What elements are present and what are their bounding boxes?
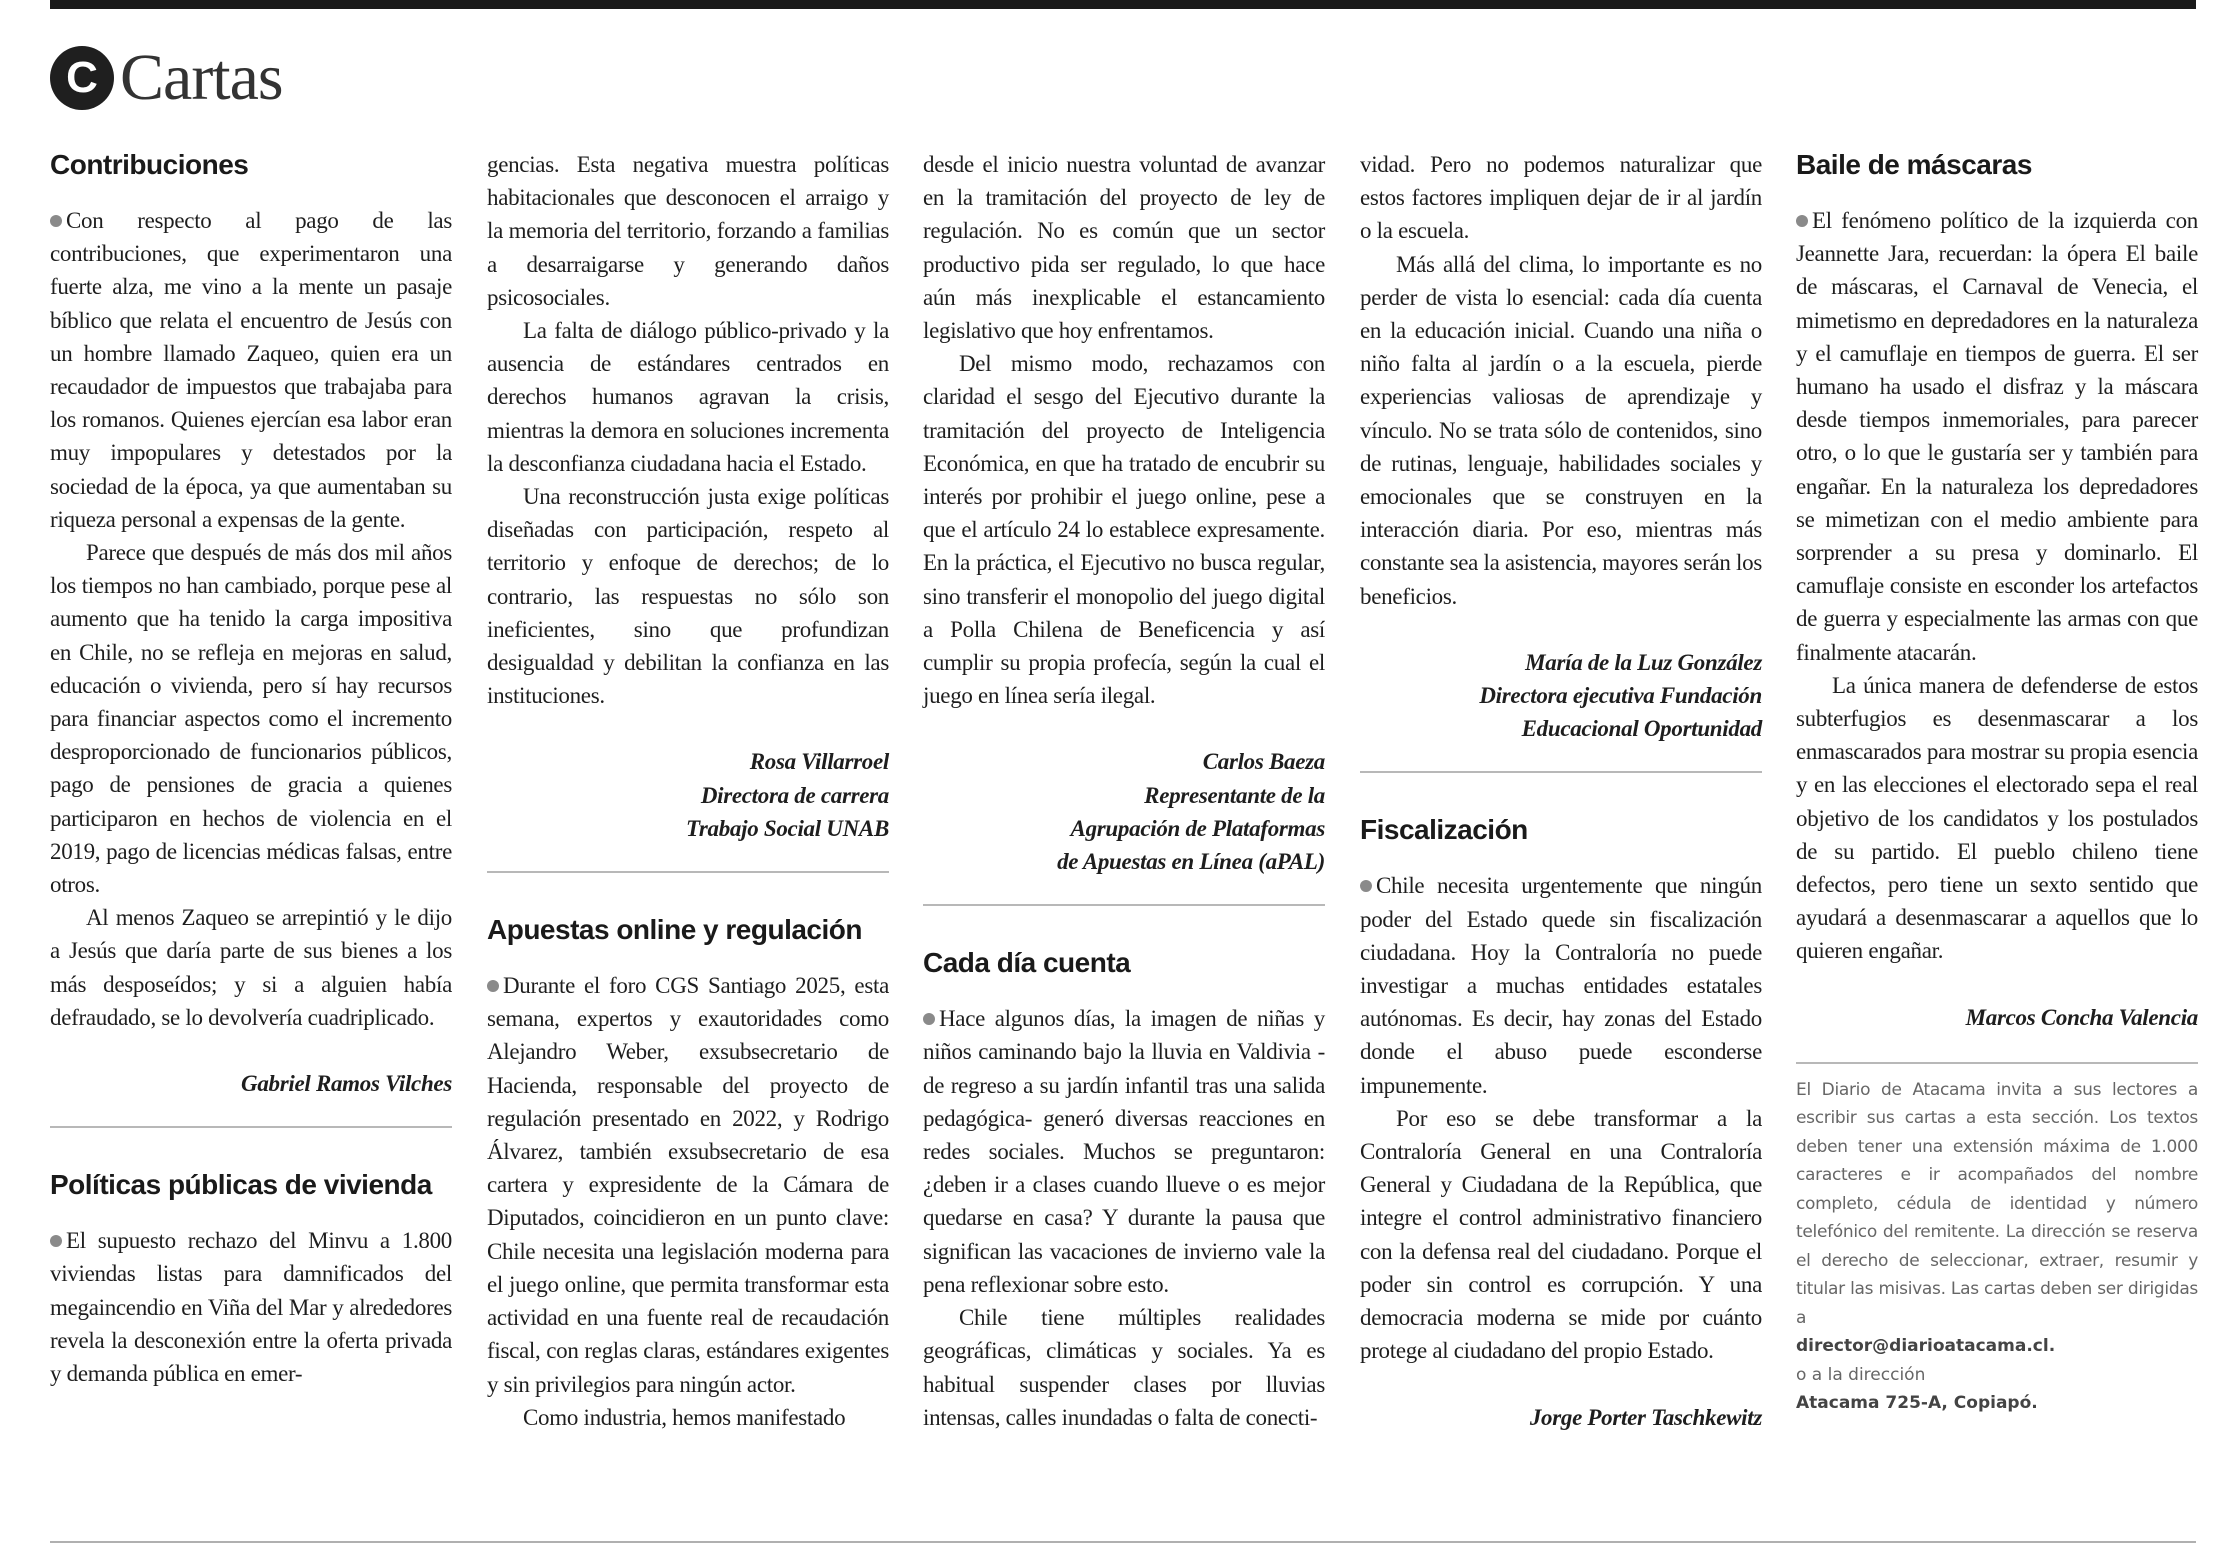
signature-line: Directora ejecutiva Fundación — [1479, 683, 1762, 709]
letter-title: Contribuciones — [50, 149, 249, 180]
letter-signature — [1360, 1401, 1762, 1434]
letter-paragraph: Parece que después de más dos mil años los tiempos no han cambiado, porque pese al aumento que ha tenido la carga impositiva en Chile, no se refleja en mejoras en salud, educación o vivienda, pero sí hay recursos para financiar aspectos como el incremento desproporcionado de funcionarios públicos, pago de pensiones de gracia a quienes participaron en hechos de violencia en el 2019, pago de licencias médicas falsas, entre otros. — [50, 540, 452, 898]
letter-contribuciones — [50, 148, 452, 1100]
signature-line: Gabriel Ramos Vilches — [241, 1071, 452, 1097]
letter-paragraph: Hace algunos días, la imagen de niñas y niños caminando bajo la lluvia en Valdivia -de regreso a su jardín infantil tras una salida pedagógica- generó diversas reacciones en redes sociales. Muchos se preguntaron: ¿deben ir a clases cuando llueve o es mejor quedarse en casa? Y durante la pausa que significan las vacaciones de invierno vale la pena reflexionar sobre esto. — [923, 1006, 1325, 1297]
section-title: Cartas — [120, 41, 283, 114]
signature-line: Carlos Baeza — [1202, 749, 1325, 775]
divider — [487, 871, 889, 873]
divider — [923, 904, 1325, 906]
letter-politicas — [50, 1168, 452, 1390]
letter-paragraph: El supuesto rechazo del Minvu a 1.800 viviendas listas para damnificados del megaincendio en Viña del Mar y alrededores revela la desconexión entre la oferta privada y demanda pública en emer- — [50, 1228, 452, 1387]
letter-title: Baile de máscaras — [1796, 149, 2032, 180]
letter-signature — [1360, 646, 1762, 746]
bullet-icon — [1796, 215, 1808, 227]
column-3 — [923, 148, 1325, 1434]
letter-title: Fiscalización — [1360, 814, 1528, 846]
letter-paragraph: vidad. Pero no podemos naturalizar que estos factores impliquen dejar de ir al jardín o la escuela. — [1360, 152, 1762, 244]
signature-line: Representante de la — [1144, 782, 1325, 808]
bullet-icon — [1360, 880, 1372, 892]
notice-text: El Diario de Atacama invita a sus lectores a escribir sus cartas a esta sección. Los textos deben tener una extensión máxima de 1.000 caracteres e ir acompañados del nombre completo, cédula de identidad y número telefónico del remitente. La dirección se reserva el derecho de seleccionar, extraer, resumir y titular las misivas. Las cartas deben ser dirigidas a — [1796, 1079, 2198, 1328]
letter-paragraph: Chile necesita urgentemente que ningún poder del Estado quede sin fiscalización ciudadana. Hoy la Contraloría no puede investigar a muchas entidades estatales autónomas. Es decir, hay zonas del Estado donde el abuso puede esconderse impunemente. — [1360, 873, 1762, 1098]
notice-or-address: o a la dirección — [1796, 1364, 1926, 1385]
letter-apuestas — [487, 913, 889, 1434]
letter-title: Cada día cuenta — [923, 947, 1131, 979]
letter-paragraph: Una reconstrucción justa exige políticas diseñadas con participación, respeto al territorio y enfoque de derechos; de lo contrario, las respuestas no sólo son ineficientes, sino que profundizan desigualdad y debilitan la confianza en las instituciones. — [487, 484, 889, 709]
letter-title: Políticas públicas de vivienda — [50, 1169, 432, 1201]
signature-line: Trabajo Social UNAB — [685, 815, 889, 841]
section-header — [50, 38, 283, 118]
section-logo-icon: C — [50, 46, 114, 110]
bullet-icon — [923, 1013, 935, 1025]
letter-signature — [50, 1067, 452, 1100]
letter-signature — [1796, 1001, 2198, 1034]
letter-signature — [487, 745, 889, 845]
letter-paragraph: El fenómeno político de la izquierda con Jeannette Jara, recuerdan: la ópera El baile de máscaras, el Carnaval de Venecia, el mimetismo en depredadores en la naturaleza y el camuflaje en tiempos de guerra. El ser humano ha usado el disfraz y la máscara desde tiempos inmemoriales, para parecer otro, o lo que le gustaría ser y también para engañar. En la naturaleza los depredadores se mimetizan con el medio ambiente para sorprender a su presa y dominarlo. El camuflaje consiste en esconder los artefactos de guerra y especialmente las armas con que finalmente atacarán. — [1796, 208, 2198, 665]
column-1 — [50, 148, 452, 1390]
divider — [1360, 771, 1762, 773]
letter-paragraph: La única manera de defenderse de estos subterfugios es desenmascarar a los enmascarados para mostrar su propia esencia y en las elecciones el electorado sepa el real objetivo de los candidatos y los postulados de su partido. El pueblo chileno tiene defectos, pero tiene un sexto sentido que ayudará a desenmascarar a aquellos que lo quieren engañar. — [1796, 672, 2198, 964]
signature-line: Agrupación de Plataformas — [1070, 815, 1325, 841]
letter-cada-dia — [923, 946, 1325, 1434]
signature-line: de Apuestas en Línea (aPAL) — [1057, 849, 1325, 875]
letter-paragraph: Por eso se debe transformar a la Contraloría General en una Contraloría General y Ciudadana de la República, que integre el control administrativo financiero con la defensa real del ciudadano. Porque el poder sin control es corrupción. Y una democracia moderna se mide por cuánto protege al ciudadano del propio Estado. — [1360, 1105, 1762, 1364]
bottom-rule — [50, 1541, 2196, 1543]
signature-line: Rosa Villarroel — [749, 749, 889, 775]
letter-paragraph: Chile tiene múltiples realidades geográficas, climáticas y sociales. Ya es habitual suspender clases por lluvias intensas, calles inundadas o falta de conecti- — [923, 1305, 1325, 1430]
notice-email[interactable]: director@diarioatacama.cl. — [1796, 1336, 2056, 1357]
letter-title: Apuestas online y regulación — [487, 914, 862, 946]
column-2 — [487, 148, 889, 1434]
bullet-icon — [487, 980, 499, 992]
bullet-icon — [50, 215, 62, 227]
signature-line: Educacional Oportunidad — [1521, 716, 1762, 742]
divider — [50, 1126, 452, 1128]
signature-line: Directora de carrera — [700, 782, 889, 808]
letter-signature — [923, 745, 1325, 878]
letter-paragraph: gencias. Esta negativa muestra políticas habitacionales que desconocen el arraigo y la memoria del territorio, forzando a familias a desarraigarse y generando daños psicosociales. — [487, 152, 889, 310]
column-4 — [1360, 148, 1762, 1434]
letter-paragraph: Con respecto al pago de las contribuciones, que experimentaron una fuerte alza, me vino a la mente un pasaje bíblico que relata el encuentro de Jesús con un hombre llamado Zaqueo, quien era un recaudador de impuestos que trabajaba para los romanos. Quienes ejercían esa labor eran muy impopulares y detestados por la sociedad de la época, ya que aumentaban su riqueza personal a expensas de la gente. — [50, 208, 452, 532]
signature-line: Jorge Porter Taschkewitz — [1529, 1404, 1762, 1430]
letter-fiscalizacion — [1360, 813, 1762, 1433]
letter-paragraph: desde el inicio nuestra voluntad de avanzar en la tramitación del proyecto de ley de regulación. No es común que un sector productivo pida ser regulado, lo que hace aún más inexplicable el estancamiento legislativo que hoy enfrentamos. — [923, 152, 1325, 344]
notice-address: Atacama 725-A, Copiapó. — [1796, 1393, 2038, 1414]
letter-paragraph: Al menos Zaqueo se arrepintió y le dijo a Jesús que daría parte de sus bienes a los más desposeídos; y si a alguien había defraudado, se lo devolvería cuadriplicado. — [50, 905, 452, 1030]
submission-notice — [1796, 1062, 2198, 1418]
signature-line: Marcos Concha Valencia — [1965, 1004, 2198, 1030]
letter-paragraph: Del mismo modo, rechazamos con claridad el sesgo del Ejecutivo durante la tramitación del proyecto de Inteligencia Económica, en que ha tratado de encubrir su interés por prohibir el juego online, pese a que el artículo 24 lo establece expresamente. En la práctica, el Ejecutivo no busca regular, sino transferir el monopolio del juego digital a Polla Chilena de Beneficencia y así cumplir su propia profecía, según la cual el juego en línea sería ilegal. — [923, 351, 1325, 709]
letter-paragraph: La falta de diálogo público-privado y la ausencia de estándares centrados en derechos humanos agravan la crisis, mientras la demora en soluciones incrementa la desconfianza ciudadana hacia el Estado. — [487, 318, 889, 476]
letter-baile — [1796, 148, 2198, 1034]
letter-paragraph: Más allá del clima, lo importante es no perder de vista lo esencial: cada día cuenta en la educación inicial. Cuando una niña o niño falta al jardín o a la escuela, pierde experiencias valiosas de aprendizaje y vínculo. No se trata sólo de contenidos, sino de rutinas, lenguaje, habilidades sociales y emocionales que se construyen en la interacción diaria. Por eso, mientras más constante sea la asistencia, mayores serán los beneficios. — [1360, 251, 1762, 609]
signature-line: María de la Luz González — [1525, 649, 1762, 675]
column-5 — [1796, 148, 2198, 1418]
letter-paragraph: Durante el foro CGS Santiago 2025, esta semana, expertos y exautoridades como Alejandro Weber, exsubsecretario de Hacienda, responsable del proyecto de regulación presentado en 2022, y Rodrigo Álvarez, también exsubsecretario de esa cartera y expresidente de la Cámara de Diputados, coincidieron en un punto clave: Chile necesita una legislación moderna para el juego online, que permita transformar esta actividad en una fuente real de recaudación fiscal, con reglas claras, estándares exigentes y sin privilegios para ningún actor. — [487, 973, 889, 1397]
bullet-icon — [50, 1235, 62, 1247]
letter-paragraph: Como industria, hemos manifestado — [523, 1404, 846, 1430]
top-rule — [50, 0, 2196, 9]
